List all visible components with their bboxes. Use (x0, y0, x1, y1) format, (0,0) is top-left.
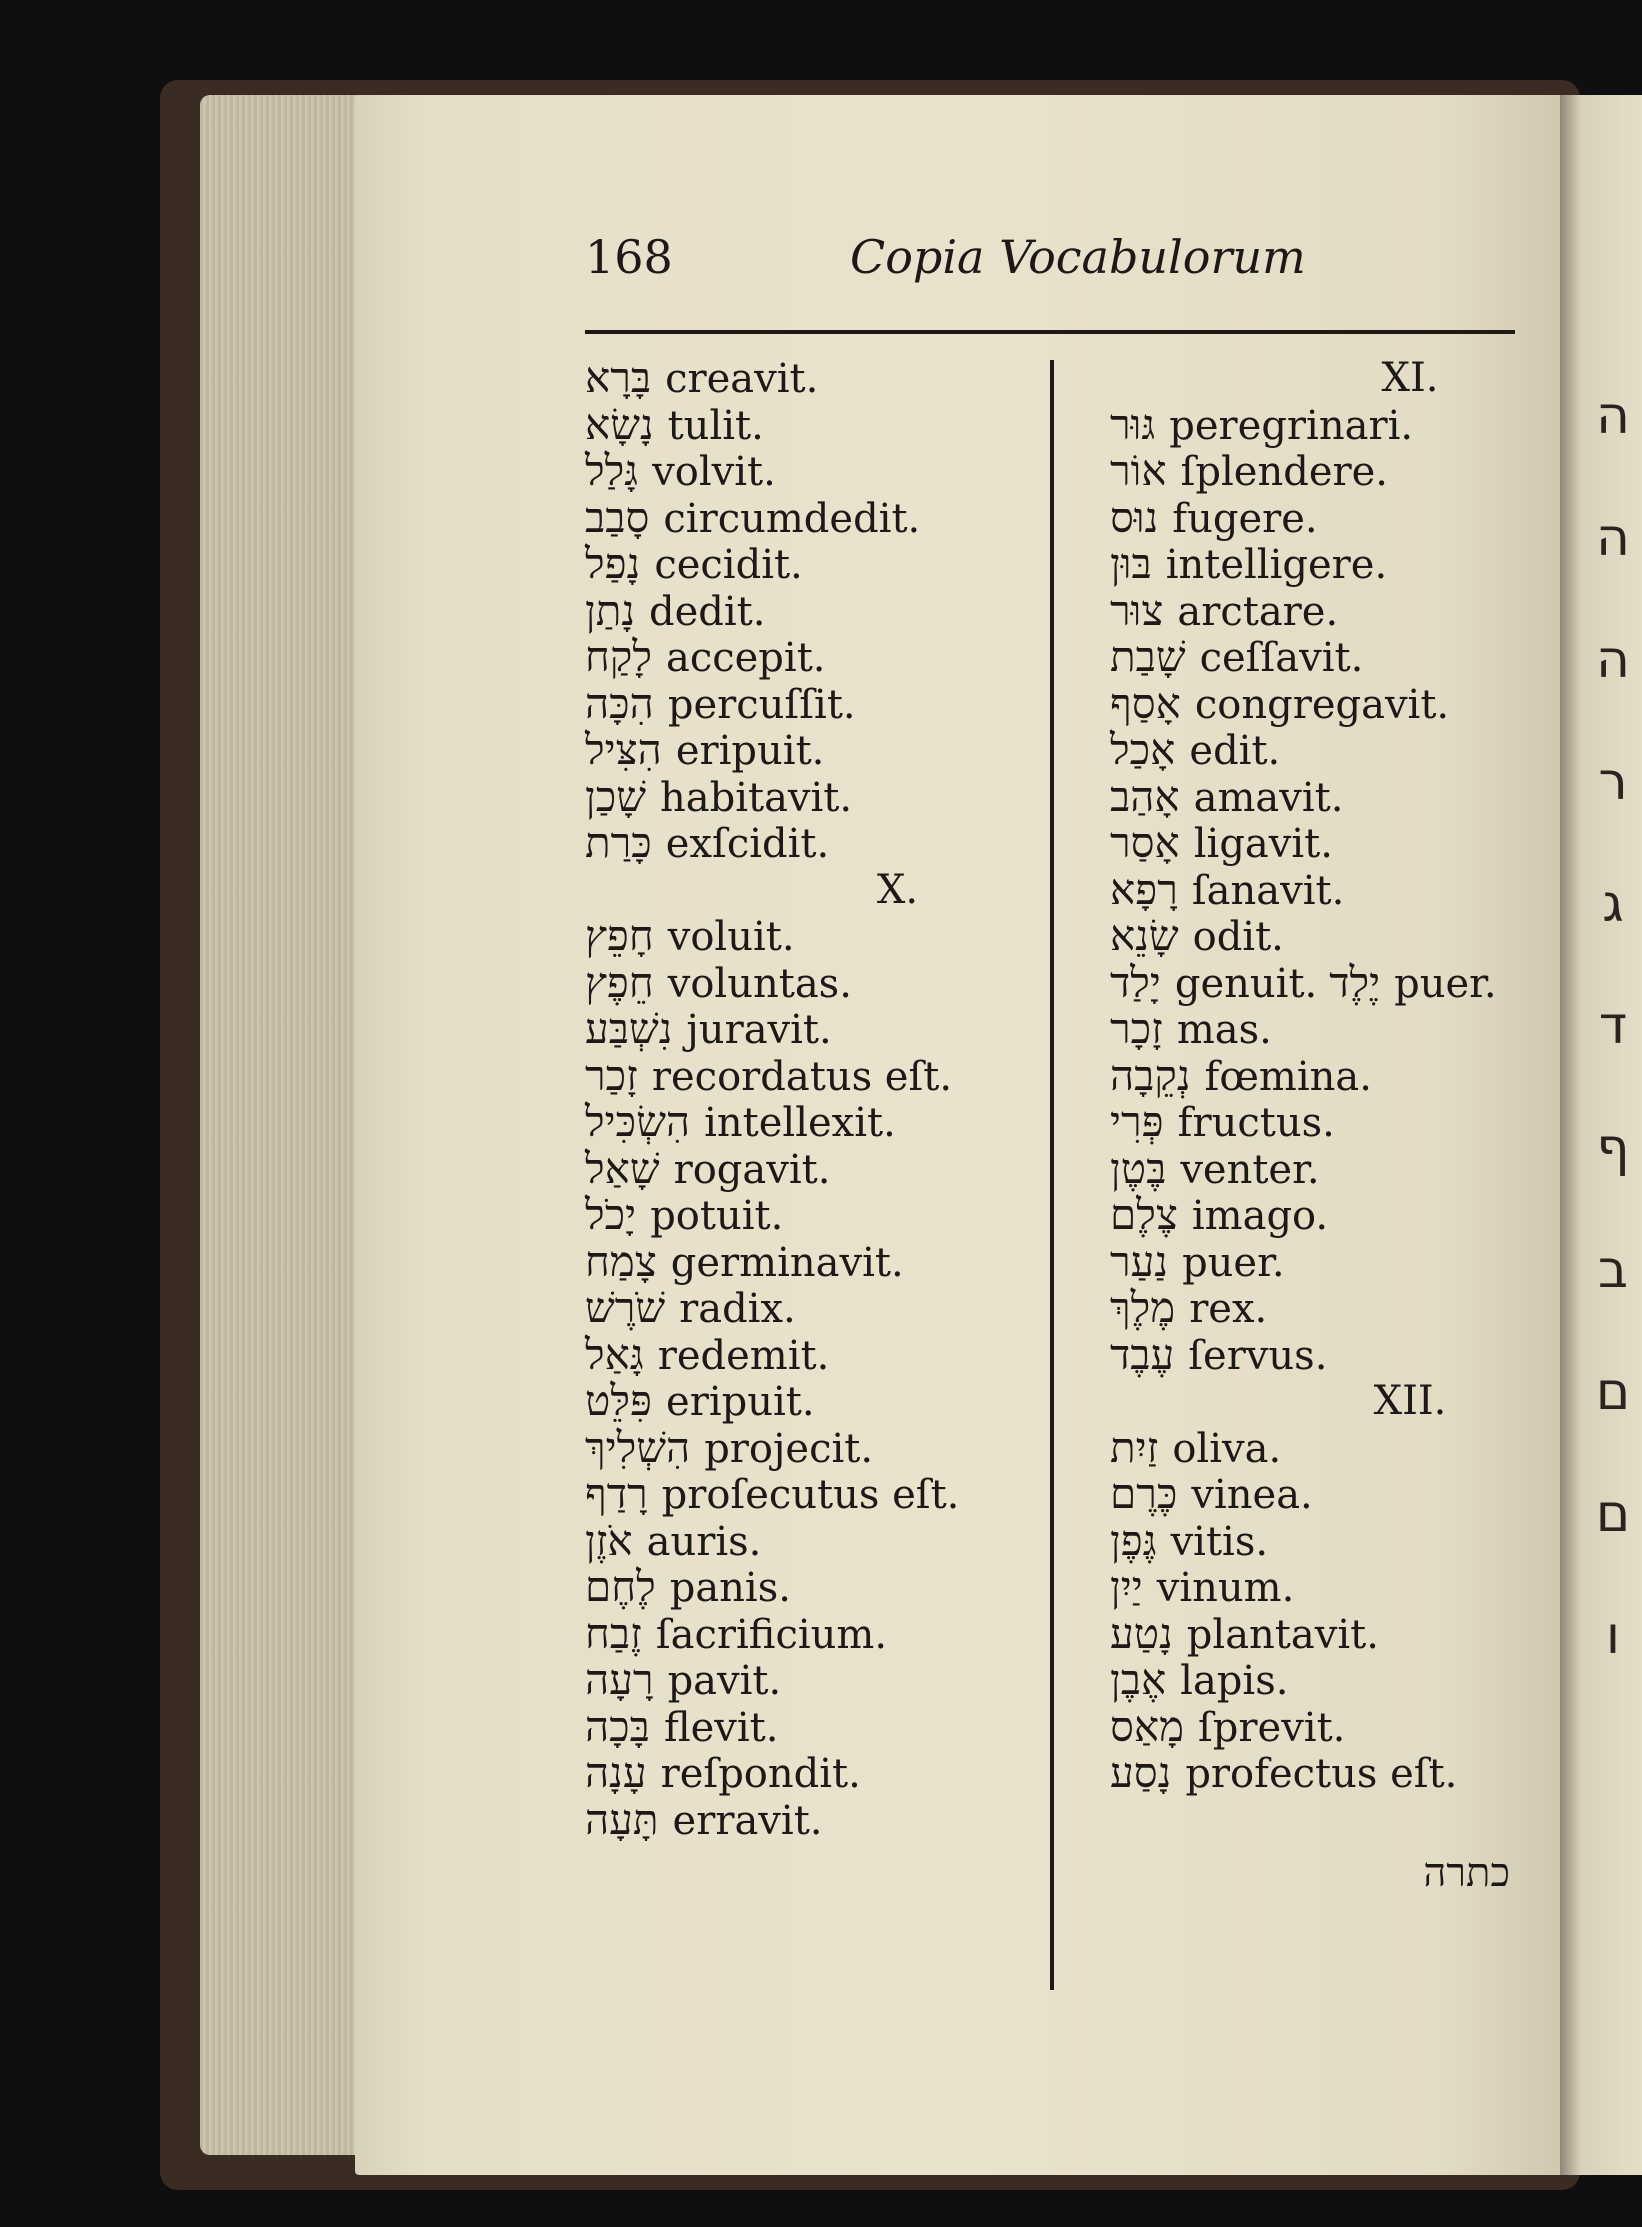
hebrew-word: נְקֵבָה (1110, 1050, 1191, 1100)
hebrew-word: מָאַס (1110, 1701, 1184, 1751)
latin-gloss: flevit. (663, 1704, 779, 1751)
latin-gloss: odit. (1192, 914, 1284, 960)
hebrew-word: גּוּר (1110, 399, 1156, 449)
latin-gloss: auris. (646, 1518, 762, 1565)
vocabulary-entry (1110, 1608, 1530, 1658)
hebrew-word: כֶּרֶם (1110, 1469, 1178, 1518)
latin-gloss: imago. (1191, 1193, 1329, 1239)
vocabulary-entry (1110, 1471, 1530, 1518)
vocabulary-entry (1110, 1564, 1530, 1611)
hebrew-word: יֶלֶד (1329, 957, 1381, 1007)
latin-gloss: volvit. (652, 449, 776, 495)
left-vocabulary-column (585, 355, 1035, 1843)
vocabulary-entry (585, 1422, 1035, 1472)
hebrew-word: נָתַן (585, 585, 635, 635)
latin-gloss: vinea. (1191, 1472, 1313, 1518)
latin-gloss: eripuit. (666, 1379, 815, 1425)
latin-gloss: fructus. (1177, 1100, 1335, 1146)
hebrew-word: גֶּפֶן (1110, 1515, 1157, 1565)
hebrew-word: לָקַח (585, 632, 652, 681)
vocabulary-entry (585, 585, 1035, 635)
vocabulary-entry (585, 913, 1035, 960)
latin-gloss: intellexit. (704, 1100, 896, 1146)
latin-gloss: dedit. (648, 588, 766, 635)
latin-gloss: ceſſavit. (1199, 635, 1364, 681)
vocabulary-entry (1110, 1006, 1530, 1053)
latin-gloss: ligavit. (1193, 821, 1333, 867)
latin-gloss: edit. (1189, 728, 1281, 774)
latin-gloss: redemit. (657, 1332, 830, 1379)
hebrew-word: נַעַר (1110, 1236, 1169, 1286)
hebrew-word: זָכָר (1110, 1004, 1163, 1053)
facing-page-letter: ד (1598, 996, 1628, 1056)
facing-page-letter: ו (1605, 1606, 1621, 1666)
facing-page-edge (1560, 95, 1642, 2175)
hebrew-word: שָׁבַת (1110, 632, 1186, 681)
latin-gloss: venter. (1180, 1146, 1320, 1193)
vocabulary-entry (585, 1608, 1035, 1658)
hebrew-word: אָסַר (1110, 818, 1180, 867)
vocabulary-entry (585, 1657, 1035, 1704)
latin-gloss: profectus eſt. (1185, 1751, 1458, 1797)
vocabulary-entry (585, 448, 1035, 495)
vocabulary-entry (585, 727, 1035, 774)
hebrew-word: הִכָּה (585, 678, 654, 728)
vocabulary-entry (1110, 913, 1530, 960)
facing-page-letter: ב (1597, 1240, 1629, 1300)
latin-gloss: accepit. (665, 635, 826, 681)
hebrew-word: עָנָה (585, 1748, 647, 1797)
latin-gloss: genuit. (1174, 960, 1318, 1007)
vocabulary-entry (585, 820, 1035, 867)
hebrew-word: סָבַב (585, 492, 650, 542)
latin-gloss: cecidit. (654, 542, 803, 588)
facing-page-letter: ר (1598, 752, 1628, 812)
latin-gloss: tulit. (667, 402, 764, 449)
facing-page-letter: ם (1595, 1362, 1631, 1422)
facing-page-letter: ה (1596, 386, 1630, 446)
hebrew-word: נָשָׂא (585, 399, 654, 449)
facing-page-letter: ם (1595, 1484, 1631, 1544)
vocabulary-entry (1110, 448, 1530, 495)
vocabulary-entry (1110, 1515, 1530, 1565)
vocabulary-entry (585, 399, 1035, 449)
column-divider (1050, 360, 1054, 1990)
latin-gloss: puer. (1182, 1239, 1285, 1286)
latin-gloss: lapis. (1180, 1658, 1289, 1704)
section-heading: XII. (1373, 1378, 1447, 1424)
hebrew-word: מֶלֶךְ (1110, 1283, 1176, 1332)
latin-gloss: vinum. (1156, 1565, 1295, 1611)
hebrew-word: בּוּן (1110, 539, 1152, 588)
latin-gloss: amavit. (1193, 774, 1344, 821)
hebrew-word: עֶבֶד (1110, 1329, 1175, 1379)
hebrew-word: לֶחֶם (585, 1562, 656, 1611)
vocabulary-entry (1110, 1143, 1530, 1193)
hebrew-word: שֹׁרֶשׁ (585, 1283, 666, 1332)
vocabulary-entry (585, 1006, 1035, 1053)
latin-gloss: congregavit. (1194, 681, 1450, 728)
latin-gloss: ſervus. (1188, 1332, 1328, 1379)
hebrew-word: נָפַל (585, 539, 641, 588)
vocabulary-entry (1110, 1285, 1530, 1332)
hebrew-word: חָפֵץ (585, 911, 654, 960)
latin-gloss: puer. (1394, 960, 1497, 1007)
hebrew-word: פִּלֵּט (585, 1376, 653, 1425)
vocabulary-entry (585, 492, 1035, 542)
latin-gloss: juravit. (686, 1007, 832, 1053)
latin-gloss: potuit. (650, 1193, 784, 1239)
facing-page-letter: ג (1602, 874, 1624, 934)
latin-gloss: creavit. (665, 356, 819, 402)
latin-gloss: voluit. (667, 914, 795, 960)
hebrew-word: הִשְׂכִּיל (585, 1097, 691, 1146)
hebrew-word: רָפָא (1110, 864, 1178, 914)
hebrew-word: צָמַח (585, 1236, 657, 1286)
catchword-row (1110, 1850, 1520, 1897)
page-number: 168 (585, 230, 673, 284)
vocabulary-entry (1110, 1422, 1530, 1472)
hebrew-word: זָכַר (585, 1050, 638, 1100)
page-fore-edge (200, 95, 375, 2155)
hebrew-word: תָּעָה (585, 1794, 659, 1844)
vocabulary-entry (1110, 1701, 1530, 1751)
latin-gloss: vitis. (1170, 1518, 1269, 1565)
latin-gloss: ſprevit. (1198, 1704, 1346, 1751)
latin-gloss: panis. (669, 1565, 791, 1611)
vocabulary-entry (1110, 399, 1530, 449)
latin-gloss: rogavit. (673, 1146, 831, 1193)
facing-page-letter: ה (1596, 630, 1630, 690)
vocabulary-entry (585, 634, 1035, 681)
header-rule (585, 330, 1515, 334)
latin-gloss: oliva. (1172, 1425, 1282, 1472)
hebrew-word: אָהַב (1110, 771, 1180, 821)
vocabulary-entry (1110, 1099, 1530, 1146)
hebrew-word: זַיִת (1110, 1422, 1159, 1472)
latin-gloss: rex. (1189, 1286, 1268, 1332)
catchword: כתרה (1423, 1850, 1510, 1896)
vocabulary-entry (1110, 1050, 1530, 1100)
hebrew-word: נָסַע (1110, 1748, 1172, 1797)
vocabulary-entry (585, 541, 1035, 588)
vocabulary-entry (585, 1192, 1035, 1239)
facing-page-letters (1588, 355, 1638, 1697)
latin-gloss: voluntas. (667, 960, 852, 1007)
vocabulary-entry (1110, 957, 1530, 1007)
hebrew-word: שָׁכַן (585, 771, 646, 821)
latin-gloss: radix. (679, 1286, 796, 1332)
vocabulary-entry (1110, 1657, 1530, 1704)
vocabulary-entry (1110, 541, 1530, 588)
hebrew-word: בָּכָה (585, 1701, 650, 1751)
hebrew-word: אֹזֶן (585, 1515, 633, 1565)
vocabulary-entry (1110, 1750, 1530, 1797)
latin-gloss: intelligere. (1165, 542, 1388, 588)
vocabulary-entry (585, 355, 1035, 402)
hebrew-word: יָכֹל (585, 1190, 637, 1239)
vocabulary-entry (585, 1515, 1035, 1565)
vocabulary-entry (585, 1564, 1035, 1611)
hebrew-word: יָלַד (1110, 957, 1161, 1007)
hebrew-word: אוֹר (1110, 446, 1167, 495)
latin-gloss: proſecutus eſt. (661, 1472, 960, 1518)
hebrew-word: בֶּטֶן (1110, 1143, 1167, 1193)
hebrew-word: אָסַף (1110, 678, 1181, 728)
vocabulary-entry (585, 678, 1035, 728)
vocabulary-entry (585, 1794, 1035, 1844)
latin-gloss: ſanavit. (1191, 867, 1345, 914)
vocabulary-entry (585, 1701, 1035, 1751)
latin-gloss: arctare. (1177, 588, 1339, 635)
latin-gloss: erravit. (672, 1797, 823, 1844)
vocabulary-entry (585, 771, 1035, 821)
facing-page-letter: ף (1596, 1118, 1630, 1178)
hebrew-word: צוּר (1110, 585, 1164, 635)
hebrew-word: שָׂנֵא (1110, 911, 1179, 960)
hebrew-word: נוּס (1110, 492, 1159, 542)
hebrew-word: זֶבַח (585, 1608, 642, 1658)
latin-gloss: reſpondit. (660, 1751, 861, 1797)
vocabulary-entry (585, 1285, 1035, 1332)
latin-gloss: fugere. (1172, 495, 1318, 542)
vocabulary-entry (1110, 634, 1530, 681)
hebrew-word: יַיִן (1110, 1562, 1143, 1611)
vocabulary-entry (585, 1143, 1035, 1193)
hebrew-word: צֶלֶם (1110, 1190, 1178, 1239)
right-vocabulary-column (1110, 355, 1530, 1797)
hebrew-word: רָדַף (585, 1469, 648, 1518)
vocabulary-entry (585, 1099, 1035, 1146)
vocabulary-entry (1110, 1329, 1530, 1379)
hebrew-word: נִשְׁבַּע (585, 1004, 673, 1053)
latin-gloss: habitavit. (659, 774, 853, 821)
latin-gloss: pavit. (667, 1658, 782, 1704)
vocabulary-entry (585, 1329, 1035, 1379)
vocabulary-entry (585, 957, 1035, 1007)
latin-gloss: eripuit. (675, 728, 825, 774)
hebrew-word: גָּאַל (585, 1329, 644, 1379)
vocabulary-entry (1110, 678, 1530, 728)
running-title: Copia Vocabulorum (850, 230, 1306, 284)
latin-gloss: percuſſit. (667, 681, 856, 728)
vocabulary-entry (1110, 1192, 1530, 1239)
hebrew-word: אֶבֶן (1110, 1655, 1167, 1704)
vocabulary-entry (1110, 492, 1530, 542)
vocabulary-entry (1110, 727, 1530, 774)
hebrew-word: כָּרַת (585, 818, 652, 867)
section-heading: X. (876, 866, 919, 913)
latin-gloss: plantavit. (1186, 1611, 1379, 1658)
hebrew-word: נָטַע (1110, 1608, 1173, 1658)
vocabulary-entry (585, 1236, 1035, 1286)
hebrew-word: הִצִּיל (585, 725, 662, 774)
hebrew-word: הִשְׁלִיךְ (585, 1422, 691, 1472)
hebrew-word: גָּלַל (585, 446, 639, 495)
facing-page-letter: ה (1596, 508, 1630, 568)
page-header (585, 230, 1515, 290)
latin-gloss: exſcidit. (665, 821, 830, 867)
vocabulary-entry (1110, 820, 1530, 867)
vocabulary-entry (1110, 864, 1530, 914)
latin-gloss: fœmina. (1204, 1053, 1372, 1100)
vocabulary-entry (1110, 771, 1530, 821)
vocabulary-entry (1110, 1236, 1530, 1286)
latin-gloss: recordatus eſt. (651, 1053, 953, 1100)
latin-gloss: germinavit. (670, 1239, 904, 1286)
latin-gloss: peregrinari. (1169, 402, 1414, 449)
latin-gloss: projecit. (704, 1425, 874, 1472)
hebrew-word: רָעָה (585, 1655, 654, 1704)
hebrew-word: אָכַל (1110, 725, 1176, 774)
hebrew-word: שָׁאַל (585, 1143, 660, 1193)
vocabulary-entry (1110, 585, 1530, 635)
hebrew-word: חֵפֶץ (585, 957, 654, 1007)
vocabulary-entry (585, 1471, 1035, 1518)
vocabulary-entry (585, 1378, 1035, 1425)
latin-gloss: mas. (1176, 1007, 1272, 1053)
hebrew-word: פְּרִי (1110, 1097, 1164, 1146)
latin-gloss: ſplendere. (1180, 449, 1389, 495)
section-heading: XI. (1381, 355, 1439, 401)
latin-gloss: ſacrificium. (655, 1611, 888, 1658)
hebrew-word: בָּרָא (585, 353, 652, 402)
latin-gloss: circumdedit. (663, 495, 921, 542)
vocabulary-entry (585, 1050, 1035, 1100)
vocabulary-entry (585, 1750, 1035, 1797)
